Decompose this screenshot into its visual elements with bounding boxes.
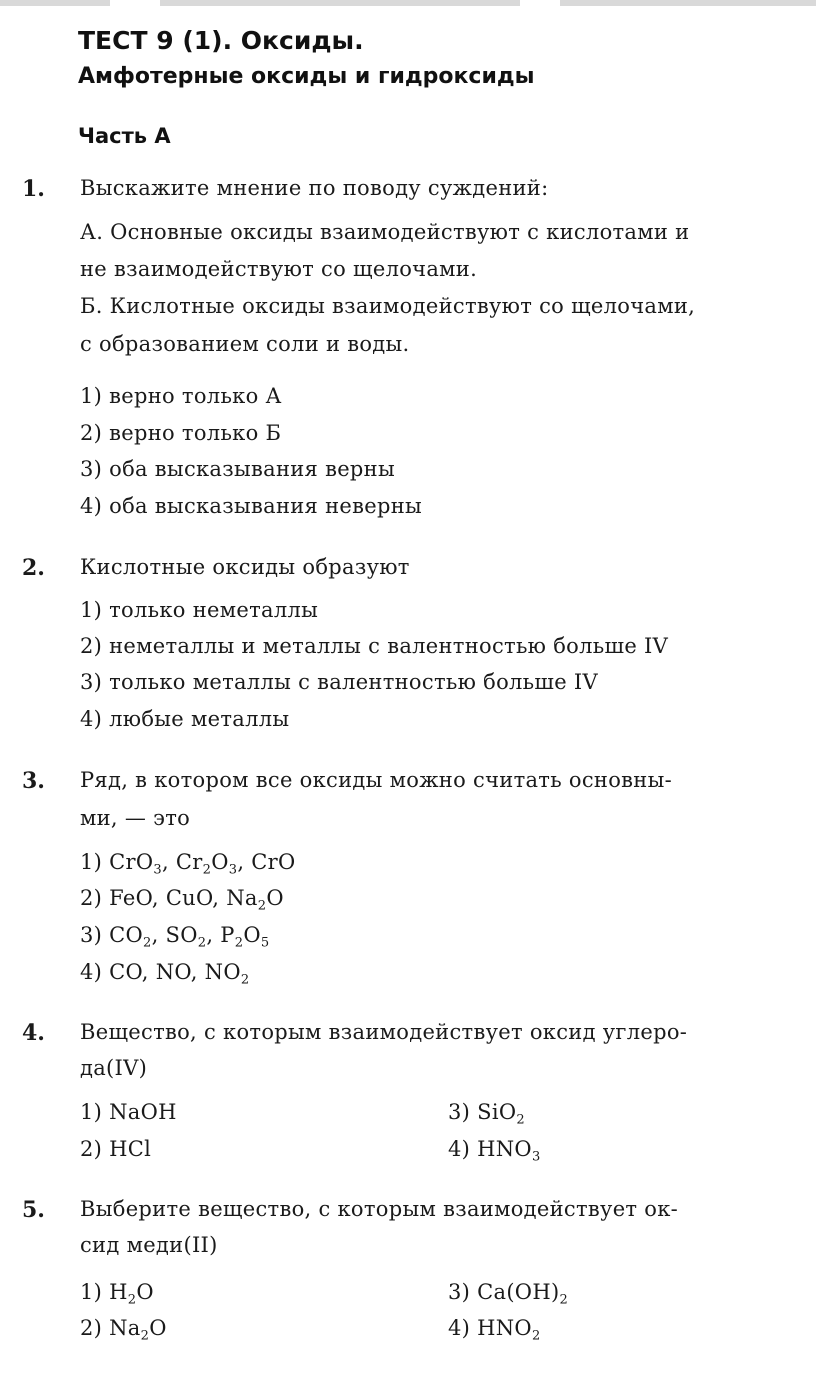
question-stem: Ряд, в котором все оксиды можно считать основны- [80,768,673,792]
answer-option: 3) $Ca(OH)_2$ [448,1280,569,1308]
answer-option: 4) оба высказывания неверны [80,494,423,518]
answer-option: 4) $HNO_2$ [448,1316,541,1344]
answer-option: 1) только неметаллы [80,598,319,622]
answer-option: 4) $HNO_3$ [448,1137,541,1165]
part-heading: Часть А [78,124,171,148]
statement-line: А. Основные оксиды взаимодействуют с кислотами и [80,220,690,244]
question-number: 5. [22,1197,45,1223]
answer-option: 4) любые металлы [80,707,290,731]
question-stem: Выскажите мнение по поводу суждений: [80,176,549,200]
answer-option: 2) $Na_2O$ [80,1316,167,1344]
answer-option: 2) HCl [80,1137,152,1161]
question-stem: Выберите вещество, с которым взаимодействует ок- [80,1197,679,1221]
question-stem: да(IV) [80,1056,148,1080]
answer-option: 4) CO, NO, $NO_2$ [80,960,250,988]
question-number: 1. [22,176,45,202]
answer-option: 1) верно только А [80,384,282,408]
test-title: ТЕСТ 9 (1). Оксиды. [78,26,364,55]
answer-option: 2) верно только Б [80,421,282,445]
statement-line: не взаимодействуют со щелочами. [80,257,478,281]
answer-option: 1) CrO$_3$, $Cr_2O_3$, CrO [80,850,296,878]
answer-option: 1) $H_2O$ [80,1280,154,1308]
test-subtitle: Амфотерные оксиды и гидроксиды [78,64,535,89]
answer-option: 3) $CO_2$, $SO_2$, $P_2O_5$ [80,923,270,951]
statement-line: с образованием соли и воды. [80,332,410,356]
question-number: 4. [22,1020,45,1046]
question-number: 3. [22,768,45,794]
answer-option: 2) неметаллы и металлы с валентностью больше IV [80,634,669,658]
question-stem: Вещество, с которым взаимодействует оксид углеро- [80,1020,688,1044]
question-stem: сид меди(II) [80,1233,218,1257]
answer-option: 3) SiO$_2$ [448,1100,525,1128]
question-stem: ми, — это [80,806,191,830]
answer-option: 3) оба высказывания верны [80,457,395,481]
answer-option: 2) FeO, CuO, $Na_2O$ [80,886,284,914]
question-number: 2. [22,555,45,581]
statement-line: Б. Кислотные оксиды взаимодействуют со щелочами, [80,294,696,318]
question-stem: Кислотные оксиды образуют [80,555,410,579]
answer-option: 3) только металлы с валентностью больше IV [80,670,598,694]
answer-option: 1) NaOH [80,1100,177,1124]
